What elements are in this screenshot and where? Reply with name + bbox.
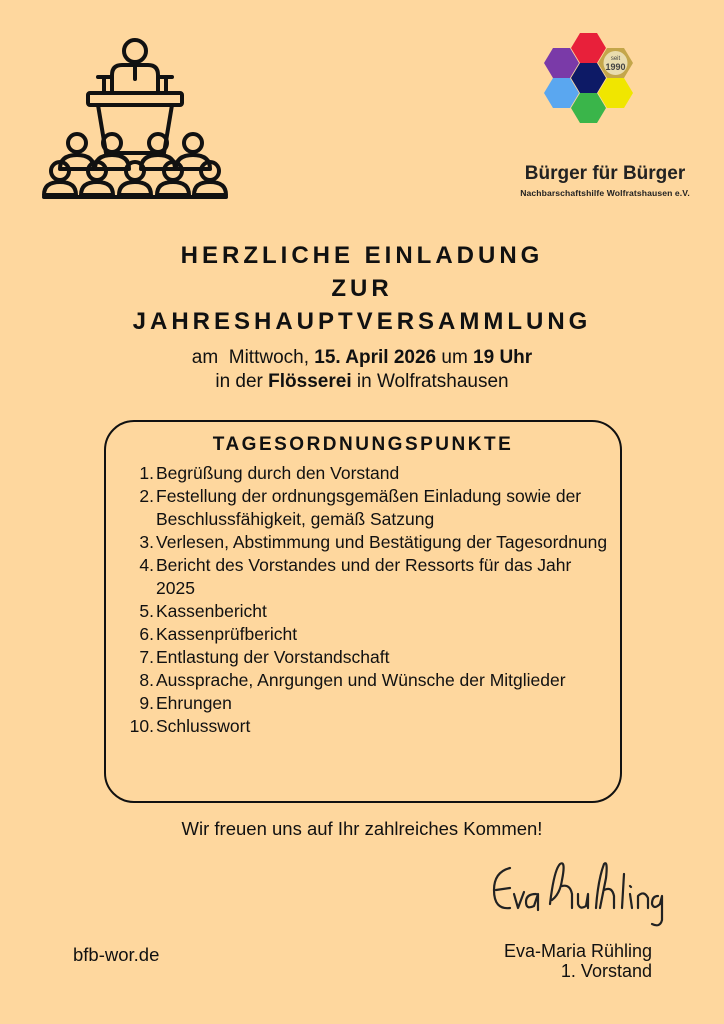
agenda-item-text: Bericht des Vorstandes und der Ressorts für das Jahr 2025 — [156, 555, 572, 598]
speaker-podium-audience-icon — [40, 35, 230, 200]
logo-hexagons — [540, 30, 660, 135]
time-prefix: um — [436, 347, 474, 368]
agenda-item-number: 4. — [139, 555, 154, 575]
agenda-item — [128, 623, 608, 646]
agenda-item — [128, 669, 608, 692]
handwritten-signature — [480, 850, 670, 930]
agenda-item-number: 8. — [139, 670, 154, 690]
agenda-item — [128, 692, 608, 715]
agenda-item — [128, 462, 608, 485]
agenda-item-text: Entlastung der Vorstandschaft — [156, 647, 390, 667]
agenda-item-text: Ehrungen — [156, 693, 232, 713]
agenda-item-number: 9. — [139, 693, 154, 713]
logo-badge-seit: seit — [610, 56, 621, 62]
agenda-item-text: Kassenbericht — [156, 601, 267, 621]
heading-line-1: HERZLICHE EINLADUNG — [180, 242, 544, 269]
date-prefix: am Mittwoch, — [191, 347, 315, 368]
logo-badge-year: 1990 — [605, 62, 626, 72]
agenda-item-number: 10. — [129, 716, 154, 736]
agenda-item-text: Verlesen, Abstimmung und Bestätigung der Tagesordnung — [156, 532, 608, 552]
agenda-item-number: 7. — [139, 647, 154, 667]
brand-subtitle: Nachbarschaftshilfe Wolfratshausen e.V. — [520, 188, 690, 198]
agenda-item-number: 3. — [139, 532, 154, 552]
agenda-item — [128, 531, 608, 554]
event-place: Flösserei — [268, 371, 352, 392]
agenda-item — [128, 646, 608, 669]
signer-role: 1. Vorstand — [560, 961, 652, 981]
closing-line: Wir freuen uns auf Ihr zahlreiches Kommen! — [181, 818, 543, 839]
agenda-item — [128, 715, 608, 738]
agenda-item — [128, 485, 608, 531]
signer-name: Eva-Maria Rühling — [503, 941, 652, 961]
agenda-item — [128, 600, 608, 623]
agenda-title: TAGESORDNUNGSPUNKTE — [212, 434, 514, 455]
agenda-item-text: Kassenprüfbericht — [156, 624, 298, 644]
heading-line-3: JAHRESHAUPTVERSAMMLUNG — [132, 308, 592, 335]
event-place-line — [0, 371, 724, 393]
agenda-item-number: 2. — [139, 486, 154, 506]
agenda-item-text: Schlusswort — [156, 716, 251, 736]
agenda-item-number: 6. — [139, 624, 154, 644]
heading-line-2: ZUR — [331, 275, 393, 302]
agenda-item-text: Begrüßung durch den Vorstand — [156, 463, 400, 483]
website-link[interactable]: bfb-wor.de — [73, 944, 160, 965]
place-prefix: in der — [215, 371, 269, 392]
agenda-item-number: 5. — [139, 601, 154, 621]
agenda-item-text: Aussprache, Anrgungen und Wünsche der Mitglieder — [156, 670, 566, 690]
agenda-list — [128, 462, 608, 738]
agenda-item-number: 1. — [139, 463, 154, 483]
event-date: 15. April 2026 — [314, 347, 437, 368]
event-date-line — [0, 347, 724, 369]
place-suffix: in Wolfratshausen — [351, 371, 509, 392]
agenda-item — [128, 554, 608, 600]
agenda-item-text: Festellung der ordnungsgemäßen Einladung sowie der Beschlussfähigkeit, gemäß Satzung — [156, 486, 582, 529]
event-time: 19 Uhr — [473, 347, 533, 368]
brand-name: Bürger für Bürger — [524, 163, 686, 184]
